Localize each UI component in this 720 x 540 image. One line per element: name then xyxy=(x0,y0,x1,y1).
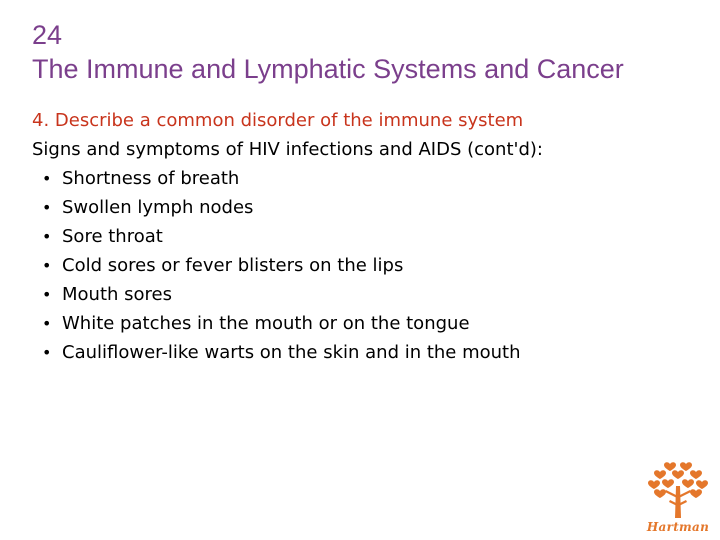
bullet-icon: • xyxy=(42,314,52,333)
heart-tree-logo-icon xyxy=(646,458,710,520)
section-subheading: 4. Describe a common disorder of the immune system xyxy=(32,110,524,131)
bullet-icon: • xyxy=(42,285,52,304)
list-item: • Sore throat xyxy=(32,222,543,251)
bullet-icon: • xyxy=(42,169,52,188)
bullet-icon: • xyxy=(42,227,52,246)
list-item: • Shortness of breath xyxy=(32,164,543,193)
list-item: • White patches in the mouth or on the tongue xyxy=(32,309,543,338)
bullet-icon: • xyxy=(42,256,52,275)
logo-wordmark: Hartman xyxy=(646,520,710,534)
list-item: • Swollen lymph nodes xyxy=(32,193,543,222)
symptom-list xyxy=(32,164,543,367)
chapter-title: The Immune and Lymphatic Systems and Cancer xyxy=(32,54,624,84)
intro-text: Signs and symptoms of HIV infections and AIDS (cont'd): xyxy=(32,139,543,160)
list-item: • Mouth sores xyxy=(32,280,543,309)
list-item: • Cauliflower-like warts on the skin and in the mouth xyxy=(32,338,543,367)
chapter-number: 24 xyxy=(32,20,63,50)
list-item: • Cold sores or fever blisters on the lips xyxy=(32,251,543,280)
slide-title xyxy=(32,18,624,86)
bullet-icon: • xyxy=(42,343,52,362)
bullet-icon: • xyxy=(42,198,52,217)
publisher-logo xyxy=(646,458,710,534)
slide-content xyxy=(32,106,543,367)
